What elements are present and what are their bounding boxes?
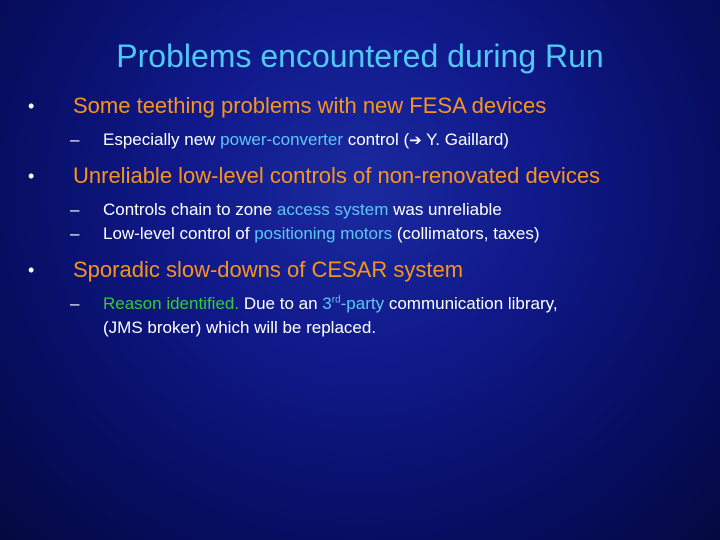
sub-text-cyan-a: 3: [322, 294, 332, 313]
right-arrow-icon: ➔: [409, 131, 422, 149]
sub-text-post: Y. Gaillard): [421, 130, 509, 149]
slide-content: [28, 92, 708, 340]
bullet-2-text: Unreliable low-level controls of non-renovated devices: [73, 163, 601, 188]
sub-text-mid: control (: [343, 130, 410, 149]
bullet-1: [28, 92, 708, 120]
bullet-dot: •: [28, 166, 35, 186]
bullet-dot: •: [28, 260, 35, 280]
sub-dash: –: [70, 224, 80, 243]
bullet-1-sub-1: [28, 128, 708, 152]
sub-text-green: Reason identified.: [103, 294, 240, 313]
bullet-2-sub-1: [28, 198, 708, 222]
sub-text-highlight: access system: [276, 200, 389, 219]
sub-text-highlight: power-converter: [220, 130, 343, 149]
sub-text-pre: Due to an: [239, 294, 323, 313]
sub-text-pre: Low-level control of: [103, 224, 255, 243]
sub-dash: –: [70, 130, 80, 149]
sub-text-pre: Especially new: [103, 130, 221, 149]
sub-text-post-line1: communication library,: [384, 294, 558, 313]
bullet-dot: •: [28, 96, 35, 116]
slide-title: Problems encountered during Run: [116, 38, 604, 74]
bullet-3-sub-1: [28, 292, 708, 340]
bullet-1-text: Some teething problems with new FESA devices: [73, 93, 547, 118]
sub-text-cyan-b: -party: [340, 294, 385, 313]
bullet-3: [28, 256, 708, 284]
sub-text-post-line2: (JMS broker) which will be replaced.: [103, 318, 377, 337]
sub-text-post: (collimators, taxes): [392, 224, 540, 243]
sub-text-highlight: positioning motors: [254, 224, 393, 243]
sub-dash: –: [70, 294, 80, 313]
bullet-2-sub-2: [28, 222, 708, 246]
sub-text-post: was unreliable: [388, 200, 502, 219]
sub-text-cyan: [322, 294, 384, 313]
sub-text-cyan-sup: rd: [331, 294, 341, 306]
sub-dash: –: [70, 200, 80, 219]
sub-text-pre: Controls chain to zone: [103, 200, 277, 219]
bullet-3-text: Sporadic slow-downs of CESAR system: [73, 257, 464, 282]
bullet-2: [28, 162, 708, 190]
